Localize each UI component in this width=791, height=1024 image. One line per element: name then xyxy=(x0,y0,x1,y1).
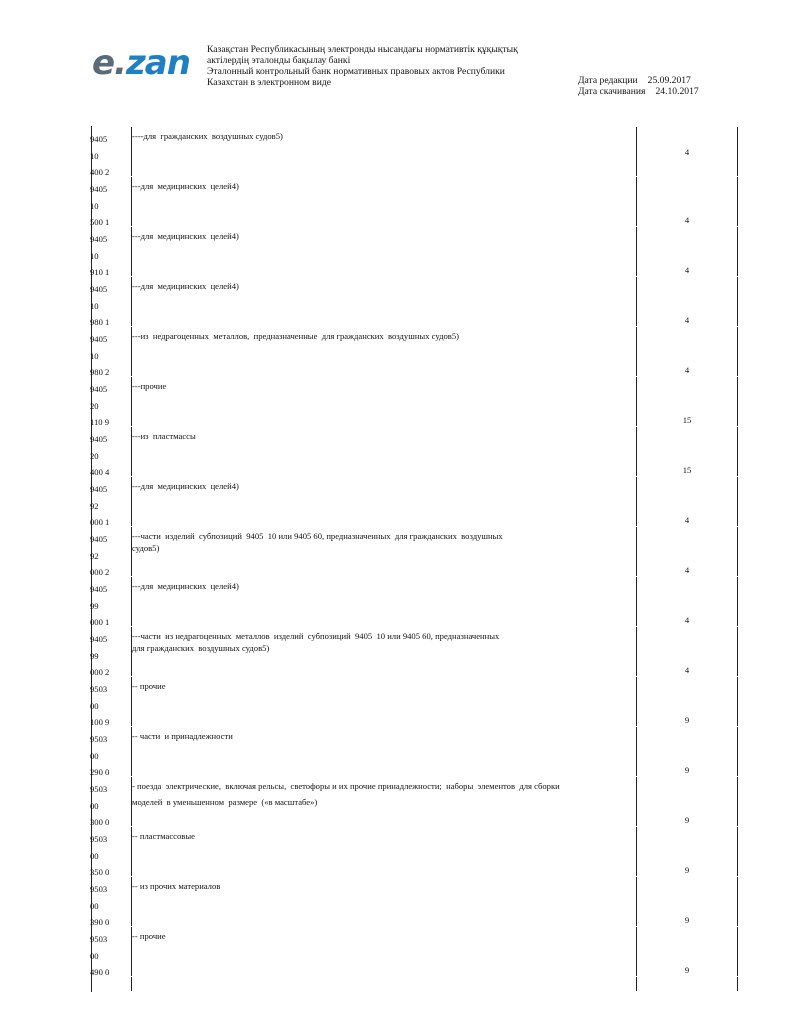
code-cell xyxy=(92,227,132,276)
code-part: 9405 xyxy=(90,284,108,294)
rate-cell xyxy=(637,877,738,926)
code-part: 000 1 xyxy=(90,617,110,627)
commodity-code xyxy=(90,281,109,331)
header-line: Эталонный контрольный банк нормативных правовых актов Республики xyxy=(207,66,505,77)
code-part: 10 xyxy=(90,200,99,211)
code-part: 10 xyxy=(90,150,99,161)
description-cell xyxy=(132,377,637,426)
code-cell xyxy=(92,377,132,426)
description-text: ---для медицинских целей4) xyxy=(132,581,239,591)
code-part: 00 xyxy=(90,700,99,711)
description-text: -- пластмассовые xyxy=(132,831,195,841)
code-part: 000 2 xyxy=(90,667,110,677)
commodity-code xyxy=(90,531,109,581)
code-part: 9405 xyxy=(90,234,108,244)
code-part: 20 xyxy=(90,400,99,411)
rate-cell xyxy=(637,177,738,226)
description-cell xyxy=(132,627,637,676)
code-part: 000 2 xyxy=(90,567,110,577)
code-part: 490 0 xyxy=(90,967,110,977)
code-part: 910 1 xyxy=(90,267,110,277)
description-cell xyxy=(132,477,637,526)
empty-cell xyxy=(132,977,637,991)
description-text: ---для медицинских целей4) xyxy=(132,181,239,191)
code-cell xyxy=(92,177,132,226)
code-cell xyxy=(92,677,132,726)
description-cell xyxy=(132,127,637,176)
duty-rate: 9 xyxy=(684,715,690,725)
code-part: 9405 xyxy=(90,334,108,344)
header-line: актілердің эталонды бақылау банкі xyxy=(207,55,351,66)
logo-e: e. xyxy=(92,43,126,83)
header-line: Казақстан Республикасының электронды нысандағы нормативтік құқықтық xyxy=(207,44,518,55)
code-cell xyxy=(92,627,132,676)
duty-rate: 4 xyxy=(684,665,690,675)
duty-rate: 9 xyxy=(684,915,690,925)
edition-date: 25.09.2017 xyxy=(647,75,691,86)
duty-rate: 4 xyxy=(684,615,690,625)
code-part: 290 0 xyxy=(90,767,110,777)
description-cell xyxy=(132,427,637,476)
duty-rate: 4 xyxy=(684,365,690,375)
rate-cell xyxy=(637,527,738,576)
code-cell xyxy=(92,327,132,376)
code-part: 00 xyxy=(90,950,99,961)
code-part: 400 4 xyxy=(90,467,110,477)
code-part: 9503 xyxy=(90,784,108,794)
code-part: 9405 xyxy=(90,384,108,394)
code-part: 9405 xyxy=(90,134,108,144)
code-part: 300 0 xyxy=(90,817,110,827)
code-part: 500 1 xyxy=(90,217,110,227)
commodity-code xyxy=(90,831,109,881)
description-cell xyxy=(132,327,637,376)
rate-cell xyxy=(637,277,738,326)
duty-rate: 4 xyxy=(684,215,690,225)
code-part: 9405 xyxy=(90,184,108,194)
duty-rate: 9 xyxy=(684,765,690,775)
code-part: 390 0 xyxy=(90,917,110,927)
duty-rate: 15 xyxy=(682,465,692,475)
description-cell xyxy=(132,727,637,776)
commodity-code xyxy=(90,731,109,781)
description-text: ---для медицинских целей4) xyxy=(132,231,239,241)
description-cell xyxy=(132,527,637,576)
code-part: 00 xyxy=(90,900,99,911)
code-cell xyxy=(92,277,132,326)
code-cell xyxy=(92,777,132,826)
code-part: 20 xyxy=(90,450,99,461)
description-text: ----для гражданских воздушных судов5) xyxy=(132,131,283,141)
commodity-code xyxy=(90,781,109,831)
code-part: 9405 xyxy=(90,534,108,544)
description-cell xyxy=(132,827,637,876)
header-line: Казахстан в электронном виде xyxy=(207,77,331,88)
duty-rate: 9 xyxy=(684,865,690,875)
description-cell xyxy=(132,877,637,926)
code-cell xyxy=(92,877,132,926)
description-text: ---прочие xyxy=(132,381,167,391)
description-cell xyxy=(132,677,637,726)
duty-rate: 4 xyxy=(684,147,690,157)
code-part: 9503 xyxy=(90,684,108,694)
duty-rate: 9 xyxy=(684,815,690,825)
commodity-code xyxy=(90,881,109,931)
duty-rate: 15 xyxy=(682,415,692,425)
logo-zan: zan xyxy=(125,43,190,83)
commodity-code xyxy=(90,681,109,731)
duty-rate: 9 xyxy=(684,965,690,975)
commodity-code xyxy=(90,931,109,981)
rate-cell xyxy=(637,377,738,426)
rate-cell xyxy=(637,427,738,476)
code-part: 980 2 xyxy=(90,367,110,377)
code-part: 99 xyxy=(90,600,99,611)
rate-cell xyxy=(637,627,738,676)
code-cell xyxy=(92,127,132,176)
code-part: 9405 xyxy=(90,484,108,494)
duty-rate: 4 xyxy=(684,515,690,525)
description-text: ---для медицинских целей4) xyxy=(132,481,239,491)
description-text: ---части изделий субпозиций 9405 10 или 9405 60, предназначенных для гражданских воздушных судов5) xyxy=(132,531,503,553)
rate-cell xyxy=(637,127,738,176)
description-cell xyxy=(132,927,637,976)
commodity-code xyxy=(90,581,109,631)
commodity-code xyxy=(90,131,109,181)
commodity-code xyxy=(90,181,109,231)
commodity-code xyxy=(90,231,109,281)
code-part: 9405 xyxy=(90,584,108,594)
empty-cell xyxy=(92,977,132,991)
code-cell xyxy=(92,727,132,776)
duty-rate: 4 xyxy=(684,565,690,575)
description-cell xyxy=(132,177,637,226)
rate-cell xyxy=(637,577,738,626)
download-label: Дата скачивания xyxy=(578,86,646,97)
description-text: -- части и принадлежности xyxy=(132,731,233,741)
rate-cell xyxy=(637,327,738,376)
code-cell xyxy=(92,927,132,976)
code-part: 00 xyxy=(90,750,99,761)
duty-rate: 4 xyxy=(684,265,690,275)
code-cell xyxy=(92,427,132,476)
code-part: 110 9 xyxy=(90,417,110,427)
code-part: 9405 xyxy=(90,634,108,644)
tariff-table xyxy=(90,126,692,992)
download-date: 24.10.2017 xyxy=(655,86,699,97)
commodity-code xyxy=(90,331,109,381)
description-text: ---части из недрагоценных металлов изделий субпозиций 9405 10 или 9405 60, предназначенных для гражданских воздушных судов5) xyxy=(132,631,500,653)
rate-cell xyxy=(637,727,738,776)
code-part: 10 xyxy=(90,350,99,361)
code-cell xyxy=(92,527,132,576)
commodity-code xyxy=(90,431,109,481)
rate-cell xyxy=(637,777,738,826)
description-text: -- из прочих материалов xyxy=(132,881,221,891)
code-part: 350 0 xyxy=(90,867,110,877)
description-text: - поезда электрические, включая рельсы, светофоры и их прочие принадлежности; наборы элементов для сборки моделей в уменьшенном размере («в масштабе») xyxy=(132,781,560,807)
code-part: 00 xyxy=(90,800,99,811)
code-part: 92 xyxy=(90,550,99,561)
code-part: 99 xyxy=(90,650,99,661)
edition-label: Дата редакции xyxy=(578,75,638,86)
duty-rate: 4 xyxy=(684,315,690,325)
rate-cell xyxy=(637,677,738,726)
description-text: -- прочие xyxy=(132,681,166,691)
code-part: 9503 xyxy=(90,934,108,944)
commodity-code xyxy=(90,381,109,431)
code-part: 100 9 xyxy=(90,717,110,727)
code-part: 400 2 xyxy=(90,167,110,177)
description-cell xyxy=(132,777,637,826)
code-cell xyxy=(92,827,132,876)
commodity-code xyxy=(90,631,109,681)
code-part: 9503 xyxy=(90,834,108,844)
code-part: 9405 xyxy=(90,434,108,444)
description-cell xyxy=(132,277,637,326)
empty-cell xyxy=(637,977,738,991)
code-part: 10 xyxy=(90,300,99,311)
code-part: 980 1 xyxy=(90,317,110,327)
description-cell xyxy=(132,577,637,626)
description-text: ---из недрагоценных металлов, предназначенные для гражданских воздушных судов5) xyxy=(132,331,459,341)
code-part: 9503 xyxy=(90,734,108,744)
rate-cell xyxy=(637,827,738,876)
code-part: 00 xyxy=(90,850,99,861)
ezan-logo xyxy=(92,43,190,83)
code-part: 10 xyxy=(90,250,99,261)
description-text: -- прочие xyxy=(132,931,166,941)
code-part: 92 xyxy=(90,500,99,511)
description-text: ---для медицинских целей4) xyxy=(132,281,239,291)
code-cell xyxy=(92,577,132,626)
code-cell xyxy=(92,477,132,526)
header-dates xyxy=(578,75,699,97)
rate-cell xyxy=(637,927,738,976)
description-text: ---из пластмассы xyxy=(132,431,196,441)
description-cell xyxy=(132,227,637,276)
code-part: 9503 xyxy=(90,884,108,894)
rate-cell xyxy=(637,227,738,276)
header-title xyxy=(207,44,518,88)
commodity-code xyxy=(90,481,109,531)
code-part: 000 1 xyxy=(90,517,110,527)
rate-cell xyxy=(637,477,738,526)
